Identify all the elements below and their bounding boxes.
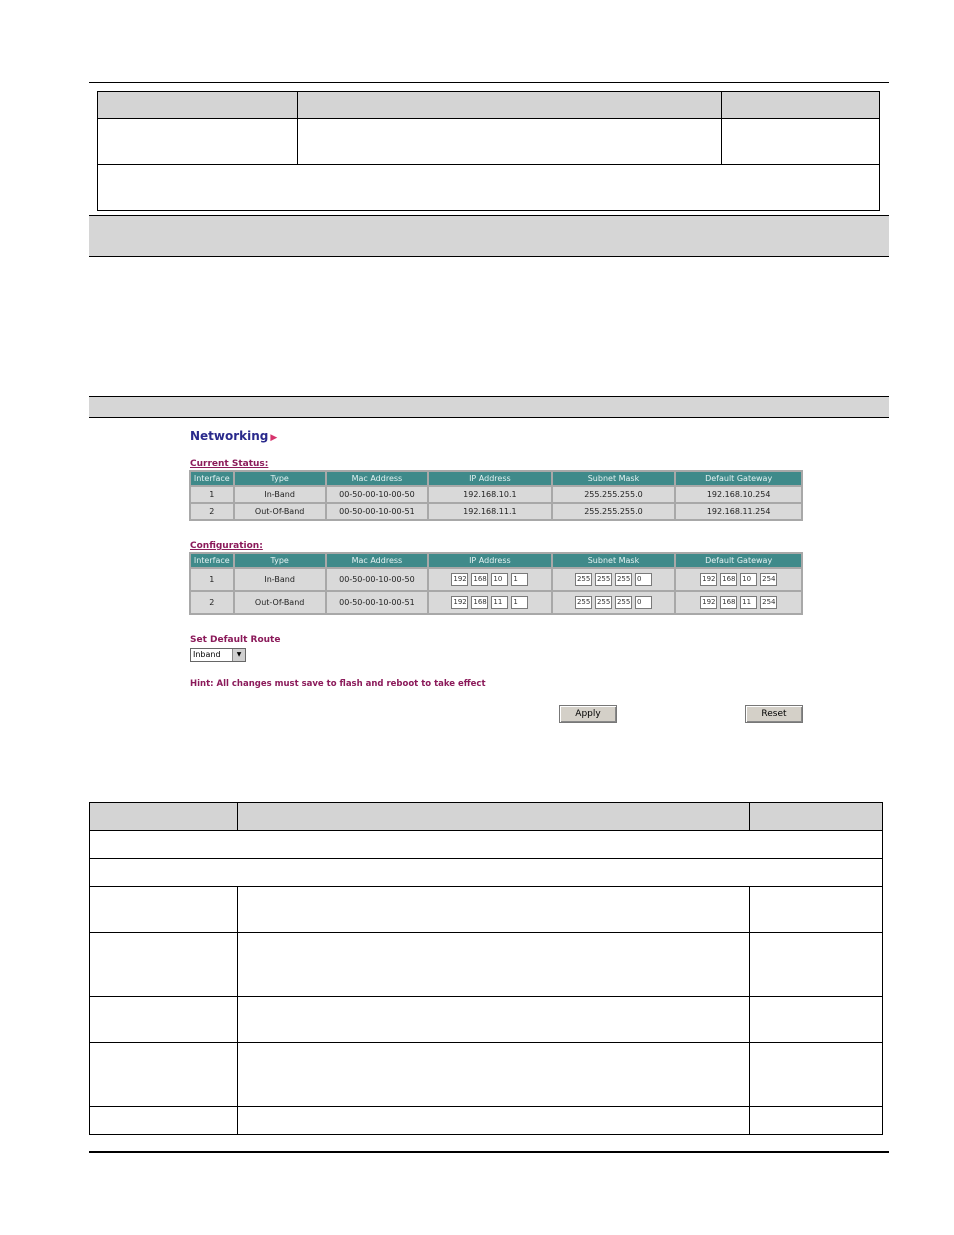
table-row: [191, 504, 801, 519]
ip-address-octet-input[interactable]: 11: [491, 596, 508, 609]
apply-button[interactable]: Apply: [559, 705, 617, 723]
table-header-row: [191, 554, 801, 567]
table-row: [90, 933, 883, 997]
bottom-table: [89, 802, 883, 1135]
table-cell: 255.255.255.0: [553, 504, 675, 519]
subnet-mask-input-group: [575, 596, 652, 609]
chevron-down-icon[interactable]: ▼: [232, 649, 245, 661]
table-row: [98, 165, 880, 211]
table-row: [90, 831, 883, 859]
page-title: Networking ▶: [190, 429, 278, 443]
column-header: Mac Address: [327, 554, 427, 567]
table-cell: 00-50-00-10-00-50: [327, 569, 427, 590]
gateway-octet-input[interactable]: 168: [720, 596, 737, 609]
column-header: Mac Address: [327, 472, 427, 485]
subnet-mask-octet-input[interactable]: 255: [615, 573, 632, 586]
table-row: [191, 487, 801, 502]
subnet-mask-octet-input[interactable]: 255: [595, 596, 612, 609]
gateway-octet-input[interactable]: 254: [760, 596, 777, 609]
gateway-input-group: [700, 596, 777, 609]
default-route-label: Set Default Route: [190, 635, 281, 645]
default-route-value: Inband: [193, 650, 221, 659]
top-rule: [89, 82, 889, 83]
table-cell: 00-50-00-10-00-50: [327, 487, 427, 502]
gateway-octet-input[interactable]: 192: [700, 596, 717, 609]
table-row: [90, 997, 883, 1043]
gateway-octet-input[interactable]: 254: [760, 573, 777, 586]
table-cell: 00-50-00-10-00-51: [327, 504, 427, 519]
subnet-mask-octet-input[interactable]: 255: [615, 596, 632, 609]
ip-address-octet-input[interactable]: 192: [451, 573, 468, 586]
column-header: IP Address: [429, 554, 551, 567]
ip-address-input-group: [451, 596, 528, 609]
table-cell: 1: [191, 569, 233, 590]
table-row: [191, 592, 801, 613]
table-row: [90, 1043, 883, 1107]
subnet-mask-octet-input[interactable]: 0: [635, 573, 652, 586]
ip-address-octet-input[interactable]: 10: [491, 573, 508, 586]
table-cell: 192.168.11.254: [676, 504, 801, 519]
table-cell: 192.168.10.1: [429, 487, 551, 502]
subnet-mask-input-group: [575, 573, 652, 586]
column-header: Default Gateway: [676, 554, 801, 567]
ip-address-octet-input[interactable]: 168: [471, 596, 488, 609]
table-row: [90, 859, 883, 887]
table-cell: Out-Of-Band: [235, 504, 325, 519]
column-header: Subnet Mask: [553, 472, 675, 485]
table-cell: In-Band: [235, 569, 325, 590]
section-heading-bar: [89, 215, 889, 257]
gateway-input-group: [700, 573, 777, 586]
column-header: Default Gateway: [676, 472, 801, 485]
gateway-octet-input[interactable]: 11: [740, 596, 757, 609]
bottom-rule: [89, 1151, 889, 1153]
gateway-cell: [676, 569, 801, 590]
ip-address-cell: [429, 569, 551, 590]
gateway-octet-input[interactable]: 10: [740, 573, 757, 586]
subnet-mask-octet-input[interactable]: 0: [635, 596, 652, 609]
ip-address-octet-input[interactable]: 192: [451, 596, 468, 609]
column-header: Type: [235, 472, 325, 485]
ip-address-cell: [429, 592, 551, 613]
table-cell: 2: [191, 592, 233, 613]
top-table: [97, 91, 880, 211]
column-header: IP Address: [429, 472, 551, 485]
table-header-row: [90, 803, 883, 831]
table-row: [90, 887, 883, 933]
configuration-label: Configuration:: [190, 541, 263, 551]
default-route-select[interactable]: [190, 648, 246, 662]
table-cell: Out-Of-Band: [235, 592, 325, 613]
hint-text: Hint: All changes must save to flash and reboot to take effect: [190, 679, 486, 689]
networking-screen: [185, 424, 815, 744]
subnet-mask-cell: [553, 592, 675, 613]
gateway-cell: [676, 592, 801, 613]
arrow-right-icon: ▶: [270, 433, 278, 443]
table-cell: 00-50-00-10-00-51: [327, 592, 427, 613]
current-status-table: [189, 470, 803, 521]
table-header-row: [98, 92, 880, 119]
table-cell: 192.168.11.1: [429, 504, 551, 519]
table-cell: 192.168.10.254: [676, 487, 801, 502]
figure-caption-bar: [89, 396, 889, 418]
column-header: Type: [235, 554, 325, 567]
ip-address-octet-input[interactable]: 168: [471, 573, 488, 586]
table-cell: In-Band: [235, 487, 325, 502]
table-row: [90, 1107, 883, 1135]
current-status-label: Current Status:: [190, 459, 269, 469]
subnet-mask-octet-input[interactable]: 255: [575, 596, 592, 609]
table-row: [98, 119, 880, 165]
reset-button[interactable]: Reset: [745, 705, 803, 723]
column-header: Subnet Mask: [553, 554, 675, 567]
subnet-mask-octet-input[interactable]: 255: [575, 573, 592, 586]
table-cell: 255.255.255.0: [553, 487, 675, 502]
column-header: Interface: [191, 472, 233, 485]
ip-address-octet-input[interactable]: 1: [511, 596, 528, 609]
subnet-mask-cell: [553, 569, 675, 590]
ip-address-input-group: [451, 573, 528, 586]
ip-address-octet-input[interactable]: 1: [511, 573, 528, 586]
gateway-octet-input[interactable]: 192: [700, 573, 717, 586]
table-row: [191, 569, 801, 590]
table-cell: 2: [191, 504, 233, 519]
column-header: Interface: [191, 554, 233, 567]
gateway-octet-input[interactable]: 168: [720, 573, 737, 586]
subnet-mask-octet-input[interactable]: 255: [595, 573, 612, 586]
table-cell: 1: [191, 487, 233, 502]
configuration-table: [189, 552, 803, 615]
table-header-row: [191, 472, 801, 485]
